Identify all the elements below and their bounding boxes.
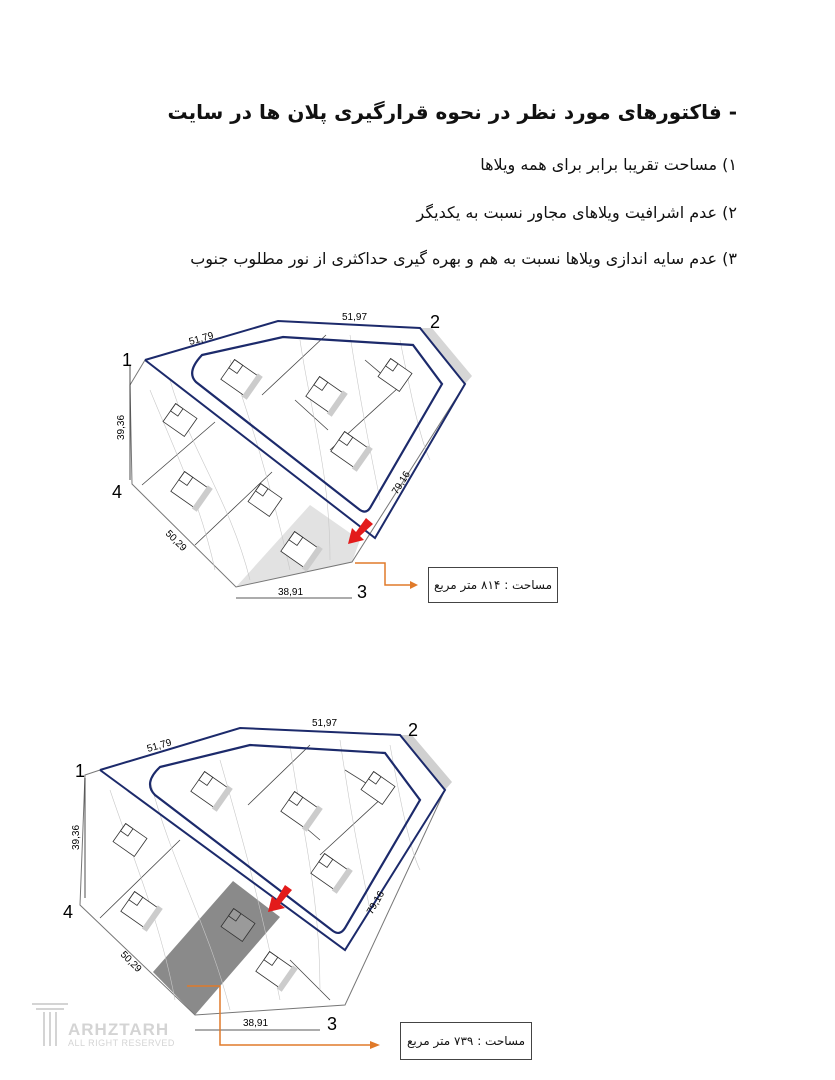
dim-right: 79,16	[390, 469, 413, 497]
watermark-logo	[30, 1000, 180, 1055]
dim-left: 39,36	[116, 414, 127, 440]
corner-label-3: 3	[327, 1014, 338, 1034]
factor-item-2: ۲) عدم اشرافیت ویلاهای مجاور نسبت به یکدیگر	[416, 203, 737, 222]
corner-label-1: 1	[122, 350, 133, 370]
watermark-brand: ARHZTARH	[68, 1020, 170, 1039]
corner-label-4: 4	[112, 482, 123, 502]
dim-top-right: 51,97	[342, 312, 368, 323]
sun-direction-arrow	[348, 518, 373, 544]
factor-item-3: ۳) عدم سایه اندازی ویلاها نسبت به هم و بهره گیری حداکثری از نور مطلوب جنوب	[190, 249, 737, 268]
leader-arrowhead	[370, 1041, 380, 1049]
watermark-rights: ALL RIGHT RESERVED	[68, 1038, 175, 1048]
area-label-box-1: مساحت : ۸۱۴ متر مربع	[428, 567, 558, 603]
leader-arrowhead	[410, 581, 418, 589]
dim-bottom: 38,91	[243, 1018, 269, 1029]
corner-label-1: 1	[75, 761, 86, 781]
dim-top-right: 51,97	[312, 718, 338, 729]
corner-label-3: 3	[357, 582, 368, 602]
area-label-box-2: مساحت : ۷۳۹ متر مربع	[400, 1022, 532, 1060]
dim-bottom: 38,91	[278, 587, 304, 598]
site-plan-1	[0, 300, 835, 630]
dim-right: 79,16	[365, 889, 388, 917]
page-heading: - فاکتورهای مورد نظر در نحوه قرارگیری پلان ها در سایت	[167, 100, 737, 124]
dim-left: 39,36	[71, 824, 82, 850]
corner-label-2: 2	[408, 720, 419, 740]
dim-bottom-left: 50,29	[162, 528, 189, 554]
corner-label-4: 4	[63, 902, 74, 922]
dim-bottom-left: 50,29	[117, 949, 144, 975]
dim-top-left: 51,79	[187, 330, 215, 348]
dim-top-left: 51,79	[145, 737, 173, 755]
area-leader-line	[187, 986, 370, 1045]
corner-label-2: 2	[430, 312, 441, 332]
highlighted-lot	[153, 881, 280, 1015]
factor-item-1: ۱) مساحت تقریبا برابر برای همه ویلاها	[480, 155, 737, 174]
column-logo-icon	[30, 1000, 70, 1050]
villa-footprints	[113, 770, 395, 992]
